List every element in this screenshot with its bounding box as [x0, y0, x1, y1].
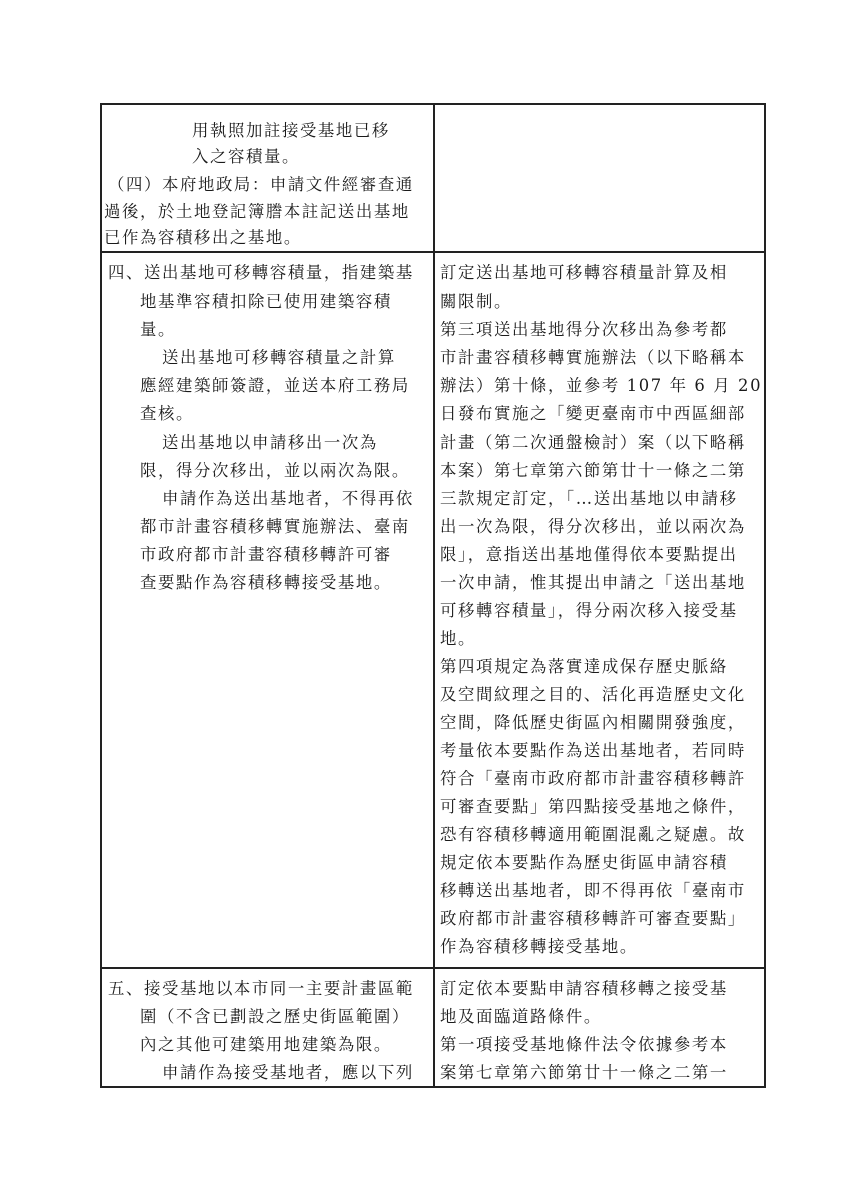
text-line: 已作為容積移出之基地。: [104, 228, 302, 247]
text-line: 市政府都市計畫容積移轉許可審: [140, 545, 392, 564]
text-line: 用執照加註接受基地已移: [192, 121, 390, 140]
text-line: 空間，降低歷史街區內相關開發強度，: [440, 713, 746, 732]
text-line: 送出基地可移轉容積量之計算: [162, 348, 396, 367]
text-line: 作為容積移轉接受基地。: [440, 937, 638, 956]
text-line: 訂定送出基地可移轉容積量計算及相: [440, 263, 728, 282]
row2-right-cell: [433, 251, 764, 967]
text-line: 日發布實施之「變更臺南市中西區細部: [440, 404, 746, 423]
text-line: 應經建築師簽證，並送本府工務局: [140, 376, 410, 395]
text-line: 案第七章第六節第廿十一條之二第一: [440, 1063, 728, 1082]
text-line: 計畫（第二次通盤檢討）案（以下略稱: [440, 433, 746, 452]
text-line: 訂定依本要點申請容積移轉之接受基: [440, 979, 728, 998]
text-line: 三款規定訂定，「…送出基地以申請移: [440, 489, 738, 508]
row2-left-cell: [100, 251, 433, 967]
row3-left-cell: [100, 967, 433, 1086]
text-line: 入之容積量。: [192, 147, 300, 166]
text-line: （四）本府地政局：申請文件經審查通: [108, 175, 414, 194]
text-line: 一次申請，惟其提出申請之「送出基地: [440, 573, 746, 592]
text-line: 限，得分次移出，並以兩次為限。: [140, 461, 410, 480]
text-line: 考量依本要點作為送出基地者，若同時: [440, 741, 746, 760]
text-line: 恐有容積移轉適用範圍混亂之疑慮。故: [440, 825, 746, 844]
text-line: 限」，意指送出基地僅得依本要點提出: [440, 545, 738, 564]
text-line: 第一項接受基地條件法令依據參考本: [440, 1035, 728, 1054]
text-line: 政府都市計畫容積移轉許可審查要點」: [440, 909, 746, 928]
text-line: 市計畫容積移轉實施辦法（以下略稱本: [440, 348, 746, 367]
text-line: 過後，於土地登記簿謄本註記送出基地: [104, 202, 410, 221]
text-line: 及空間紋理之目的、活化再造歷史文化: [440, 685, 746, 704]
text-line: 第三項送出基地得分次移出為參考都: [440, 320, 728, 339]
text-line: 查核。: [140, 404, 194, 423]
text-line: 符合「臺南市政府都市計畫容積移轉許: [440, 769, 746, 788]
text-line: 出一次為限，得分次移出，並以兩次為: [440, 517, 746, 536]
text-line: 圍（不含已劃設之歷史街區範圍）: [140, 1007, 410, 1026]
text-line: 查要點作為容積移轉接受基地。: [140, 573, 392, 592]
text-line: 申請作為接受基地者，應以下列: [162, 1063, 414, 1082]
text-line: 都市計畫容積移轉實施辦法、臺南: [140, 517, 410, 536]
text-line: 四、送出基地可移轉容積量，指建築基: [108, 263, 414, 282]
text-line: 關限制。: [440, 292, 512, 311]
text-line: 移轉送出基地者，即不得再依「臺南市: [440, 881, 746, 900]
text-line: 量。: [140, 320, 176, 339]
table-right-border: [764, 103, 766, 1088]
text-line: 第四項規定為落實達成保存歷史脈絡: [440, 657, 728, 676]
text-line: 內之其他可建築用地建築為限。: [140, 1035, 392, 1054]
text-line: 地。: [440, 629, 476, 648]
text-line: 地基準容積扣除已使用建築容積: [140, 292, 392, 311]
text-line: 申請作為送出基地者，不得再依: [162, 489, 414, 508]
text-line: 五、接受基地以本市同一主要計畫區範: [108, 979, 414, 998]
row1-right-cell: [433, 103, 764, 251]
text-line: 本案）第七章第六節第廿十一條之二第: [440, 461, 746, 480]
document-table: [100, 103, 766, 1088]
text-line: 規定依本要點作為歷史街區申請容積: [440, 853, 728, 872]
row1-left-cell: [100, 103, 433, 251]
text-line: 可審查要點」第四點接受基地之條件，: [440, 797, 746, 816]
row3-right-cell: [433, 967, 764, 1086]
text-line: 辦法）第十條，並參考 107 年 6 月 20: [440, 376, 763, 395]
text-line: 地及面臨道路條件。: [440, 1007, 602, 1026]
text-line: 可移轉容積量」，得分兩次移入接受基: [440, 601, 738, 620]
text-line: 送出基地以申請移出一次為: [162, 433, 378, 452]
